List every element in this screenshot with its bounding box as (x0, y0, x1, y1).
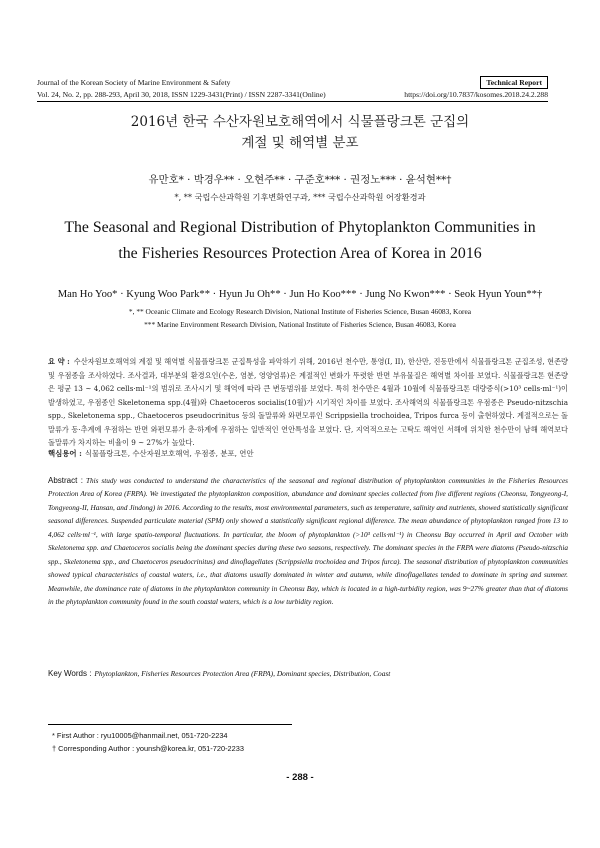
korean-abstract-label: 요 약 : (48, 357, 70, 366)
first-author-footnote: * First Author : ryu10005@hanmail.net, 051-720-2234 (52, 731, 228, 740)
korean-authors: 유만호* · 박경우** · 오현주** · 구준호*** · 권정노*** · 윤석현**† (148, 174, 452, 186)
korean-title-line2: 계절 및 해역별 분포 (241, 135, 359, 151)
english-affiliation-1: *, ** Oceanic Climate and Ecology Research Division, National Institute of Fisheries Science, Busan 46083, Korea (128, 307, 472, 316)
volume-line: Vol. 24, No. 2, pp. 288-293, April 30, 2018, ISSN 1229-3431(Print) / ISSN 2287-3341(Online) (37, 90, 326, 99)
korean-title-line1: 2016년 한국 수산자원보호해역에서 식물플랑크톤 군집의 (130, 114, 470, 130)
doi-link[interactable]: https://doi.org/10.7837/kosomes.2018.24.2.288 (404, 90, 548, 99)
corresponding-author-footnote: † Corresponding Author : younsh@korea.kr, 051-720-2233 (52, 744, 244, 753)
english-keywords-text: Phytoplankton, Fisheries Resources Protection Area (FRPA), Dominant species, Distribution, Coast (94, 669, 391, 678)
journal-name: Journal of the Korean Society of Marine Environment & Safety (37, 78, 231, 87)
english-abstract-label: Abstract : (48, 476, 83, 485)
english-abstract-text: This study was conducted to understand the characteristics of the seasonal and regional distribution of phytoplankton communities in the Fisheries Resources Protection Area of Korea (FRPA). We investigated the phytoplankton composition, abundance and dominant species collected from five different regions (Cheonsu, Tongyeong-I, Tongyeong-II, Hansan, and Jindong) in 2016. According to the results, most environmental parameters, such as temperature, salinity and nutrients, showed statistically significant seasonal differences. Suspended particulate material (SPM) only showed a statistically significant regional difference. The mean abundance of phytoplankton ranged from 13 to 4,062 cells·ml⁻¹, with large spatio-temporal fluctuations. In particular, the bloom of phytoplankton (>10³ cells·ml⁻¹) in Cheonsu Bay occurred in April and October with Skeletonema spp. and Chaetoceros socialis being the dominant species during these two seasons, respectively. The dominant species in the FRPA were diatoms (Pseudo-nitzschia spp., Skeletonema spp., and Chaetoceros pseudocrinitus) and dinoflagellates (Scrippsiella trochoidea and Tripos furca). The seasonal distribution of phytoplankton communities showed typical characteristics of coastal waters, i.e., that diatoms usually dominated in winter and autumn, while dinoflagellates tended to dominate in spring and summer. Meanwhile, the dominance rate of diatoms in the phytoplankton community in Cheonsu Bay, which is located in a high-turbidity region, was 9~27% greater than that of diatoms in the phytoplankton community found in the south coastal waters, which is a low turbidity region. (48, 477, 568, 607)
page-number: - 288 - (286, 772, 314, 783)
footnote-rule (48, 724, 292, 725)
korean-keywords (48, 448, 254, 459)
korean-abstract (48, 355, 568, 450)
korean-keywords-label: 핵심용어 : (48, 449, 82, 458)
english-title-line1: The Seasonal and Regional Distribution of Phytoplankton Communities in (64, 219, 536, 236)
english-keywords-label: Key Words : (48, 669, 92, 678)
korean-abstract-text: 수산자원보호해역의 계절 및 해역별 식물플랑크톤 군집특성을 파악하기 위해, 2016년 천수만, 통영(I, II), 한산만, 진동만에서 식물플랑크톤 군집조성, 현존량 및 우점종을 조사하였다. 조사결과, 대부분의 환경요인(수온, 염분, 영양염류)은 계절적인 변화가 뚜렷한 반면 부유물질은 해역별 차이를 보였다. 식물플랑크톤 현존량은 평균 13 ~ 4,062 cells·ml⁻¹의 범위로 조사시기 및 해역에 따라 큰 변동범위를 보였다. 특히 천수만은 4월과 10월에 식물플랑크톤 대량증식(>10³ cells·ml⁻¹)이 발생하였고, 우점종인 Skeletonema spp.(4월)와 Chaetoceros socialis(10월)가 시기적인 차이를 보였다. 조사해역의 식물플랑크톤 우점종은 Pseudo-nitzschia spp., Skeletonema spp., Chaetoceros pseudocrinitus 등의 돌말류와 와편모류인 Scrippsiella trochoidea, Tripos furca 등이 출현하였다. 계절적으로는 돌말류가 동·추계에 우점하는 반면 와편모류가 춘·하계에 우점하는 일반적인 연안특성을 보였다. 단, 지역적으로는 고탁도 해역인 서해에 위치한 천수만이 남해 해역보다 돌말류가 차지하는 비율이 9 ~ 27%가 높았다. (48, 357, 568, 447)
header-rule (37, 101, 548, 102)
english-title-line2: the Fisheries Resources Protection Area of Korea in 2016 (118, 245, 482, 262)
article-type-badge: Technical Report (480, 76, 548, 89)
english-keywords (48, 669, 390, 678)
korean-affiliation: *, ** 국립수산과학원 기후변화연구과, *** 국립수산과학원 어장환경과 (174, 192, 426, 202)
english-authors: Man Ho Yoo* · Kyung Woo Park** · Hyun Ju Oh** · Jun Ho Koo*** · Jung No Kwon*** · Seok Hyun Youn**† (57, 289, 543, 300)
english-affiliation-2: *** Marine Environment Research Division, National Institute of Fisheries Science, Busan 46083, Korea (144, 320, 456, 329)
english-abstract (48, 474, 568, 610)
korean-keywords-text: 식물플랑크톤, 수산자원보호해역, 우점종, 분포, 연안 (84, 449, 254, 458)
